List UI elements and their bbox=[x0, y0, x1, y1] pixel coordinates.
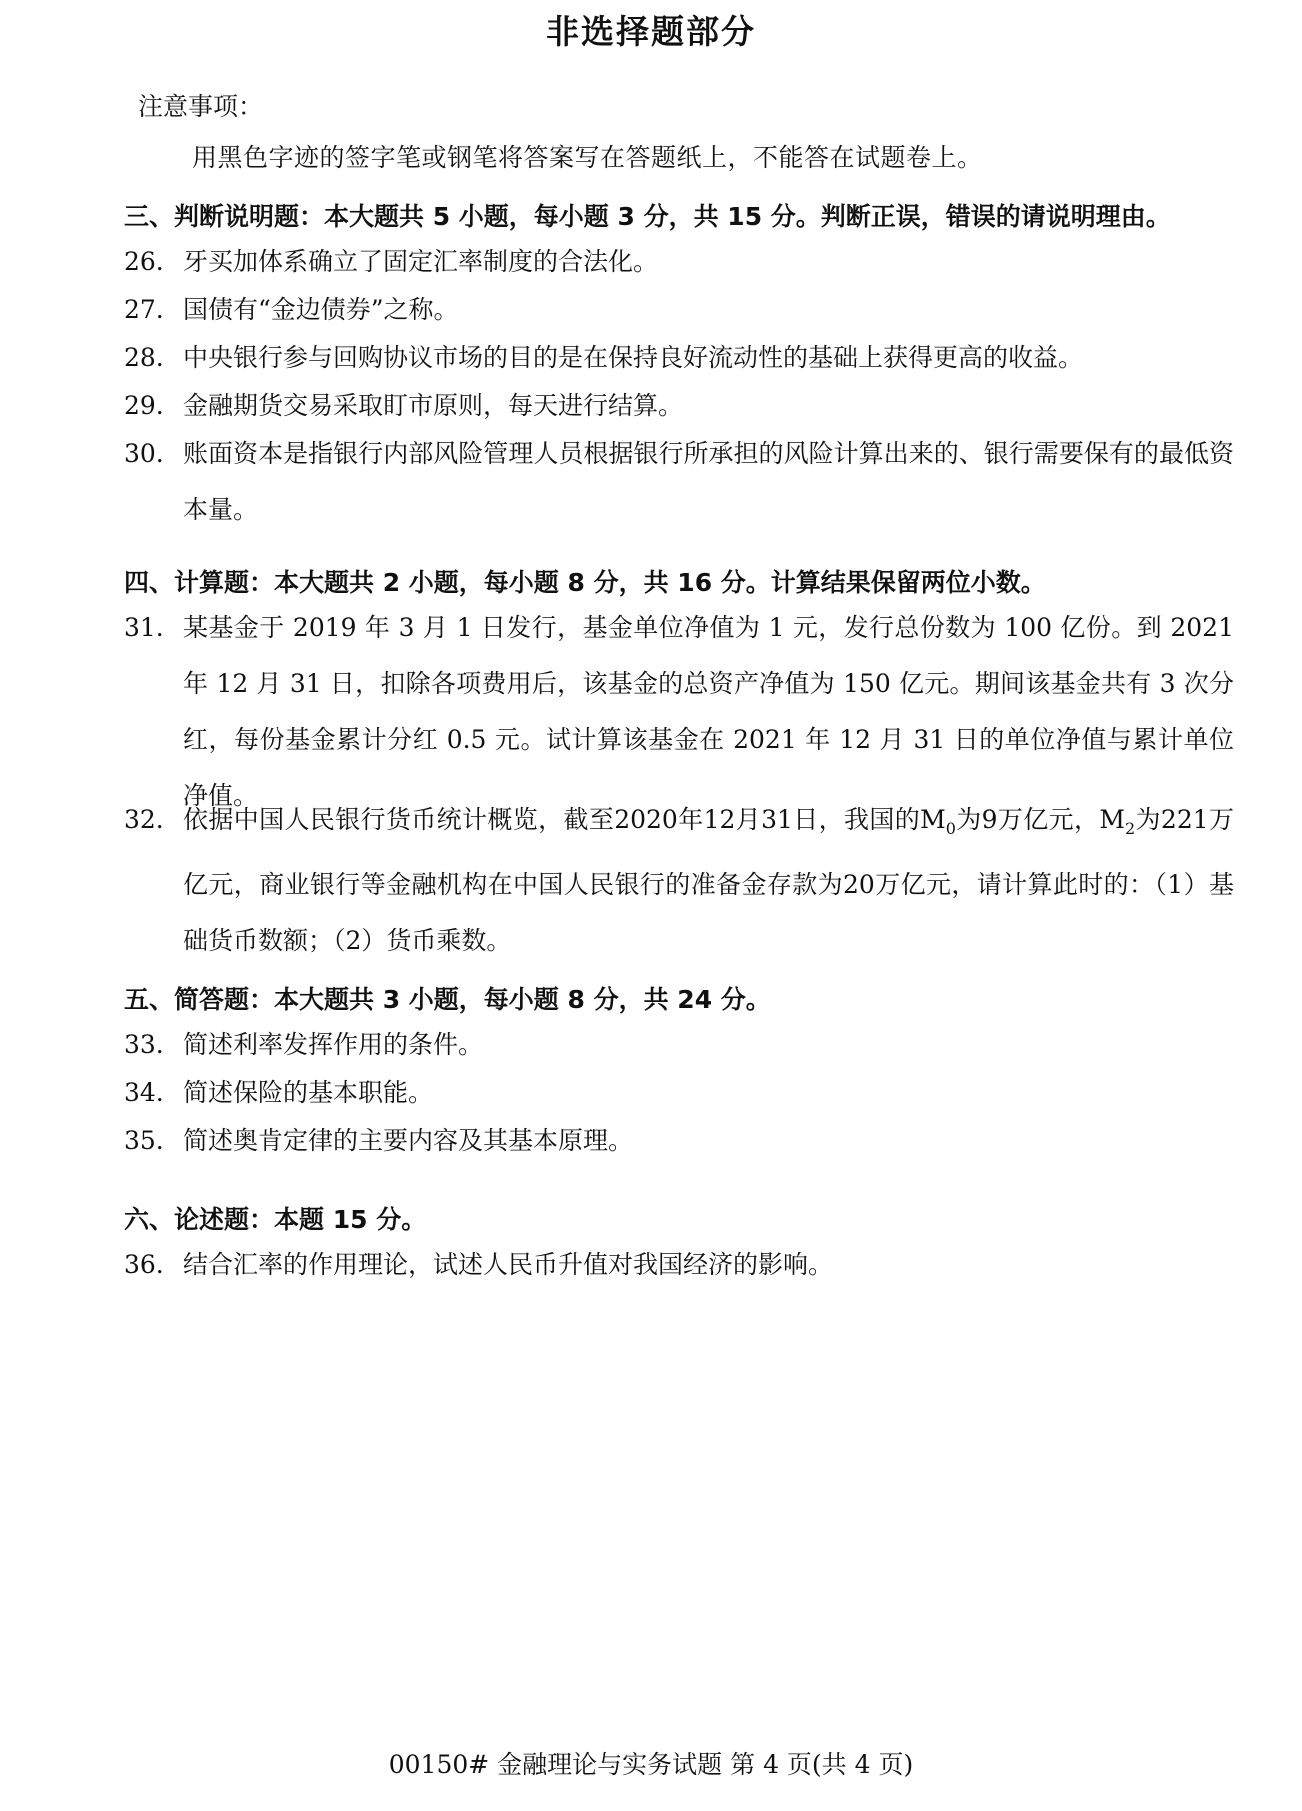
question-number: 30. bbox=[124, 439, 164, 468]
question-text: 结合汇率的作用理论，试述人民币升值对我国经济的影响。 bbox=[183, 1250, 834, 1279]
question-number: 32. bbox=[124, 805, 164, 834]
question-31 bbox=[124, 600, 1234, 824]
page-title: 非选择题部分 bbox=[546, 12, 756, 51]
question-text: 简述保险的基本职能。 bbox=[183, 1078, 434, 1107]
question-text: 简述奥肯定律的主要内容及其基本原理。 bbox=[183, 1126, 634, 1155]
question-text: 简述利率发挥作用的条件。 bbox=[183, 1030, 484, 1059]
question-30 bbox=[124, 426, 1234, 538]
question-text: 牙买加体系确立了固定汇率制度的合法化。 bbox=[183, 247, 659, 276]
question-number: 29. bbox=[124, 391, 164, 420]
question-number: 36. bbox=[124, 1250, 164, 1279]
question-number: 31. bbox=[124, 613, 164, 642]
question-text: 中央银行参与回购协议市场的目的是在保持良好流动性的基础上获得更高的收益。 bbox=[183, 343, 1084, 372]
page-footer: 00150# 金融理论与实务试题 第 4 页(共 4 页) bbox=[388, 1750, 914, 1779]
section-heading-calculation: 四、计算题：本大题共 2 小题，每小题 8 分，共 16 分。计算结果保留两位小数。 bbox=[124, 568, 1046, 597]
section-heading-short-answer: 五、简答题：本大题共 3 小题，每小题 8 分，共 24 分。 bbox=[124, 985, 771, 1014]
section-heading-essay: 六、论述题：本题 15 分。 bbox=[124, 1205, 427, 1234]
question-32 bbox=[124, 792, 1234, 969]
notice-text: 用黑色字迹的签字笔或钢笔将答案写在答题纸上，不能答在试题卷上。 bbox=[192, 143, 983, 172]
section-heading-true-false: 三、判断说明题：本大题共 5 小题，每小题 3 分，共 15 分。判断正误，错误的请说明理由。 bbox=[124, 202, 1171, 231]
question-number: 34. bbox=[124, 1078, 164, 1107]
question-text: 金融期货交易采取盯市原则，每天进行结算。 bbox=[183, 391, 684, 420]
subscript: 2 bbox=[1125, 819, 1136, 838]
question-36 bbox=[124, 1237, 1234, 1293]
question-number: 33. bbox=[124, 1030, 164, 1059]
question-number: 27. bbox=[124, 295, 164, 324]
question-text-part: 为221万亿元，商业银行等金融机构在中国人民银行的准备金存款为20万亿元，请计算此时的：（1）基础货币数额；（2）货币乘数。 bbox=[183, 805, 1235, 955]
question-number: 28. bbox=[124, 343, 164, 372]
question-text bbox=[183, 792, 1234, 969]
notice-heading: 注意事项： bbox=[138, 92, 264, 121]
question-text: 账面资本是指银行内部风险管理人员根据银行所承担的风险计算出来的、银行需要保有的最低资本量。 bbox=[183, 439, 1234, 524]
question-text-part: 为9万亿元，M bbox=[955, 805, 1125, 834]
subscript: 0 bbox=[945, 819, 956, 838]
question-text-part: 依据中国人民银行货币统计概览，截至2020年12月31日，我国的M bbox=[183, 805, 946, 834]
question-text: 国债有“金边债券”之称。 bbox=[183, 295, 459, 324]
question-number: 26. bbox=[124, 247, 164, 276]
question-text: 某基金于 2019 年 3 月 1 日发行，基金单位净值为 1 元，发行总份数为 100 亿份。到 2021 年 12 月 31 日，扣除各项费用后，该基金的总资产净值为 150 亿元。期间该基金共有 3 次分红，每份基金累计分红 0.5 元。试计算该基金在 2021 年 12 月 31 日的单位净值与累计单位净值。 bbox=[183, 613, 1234, 810]
question-35 bbox=[124, 1113, 1234, 1169]
question-number: 35. bbox=[124, 1126, 164, 1155]
